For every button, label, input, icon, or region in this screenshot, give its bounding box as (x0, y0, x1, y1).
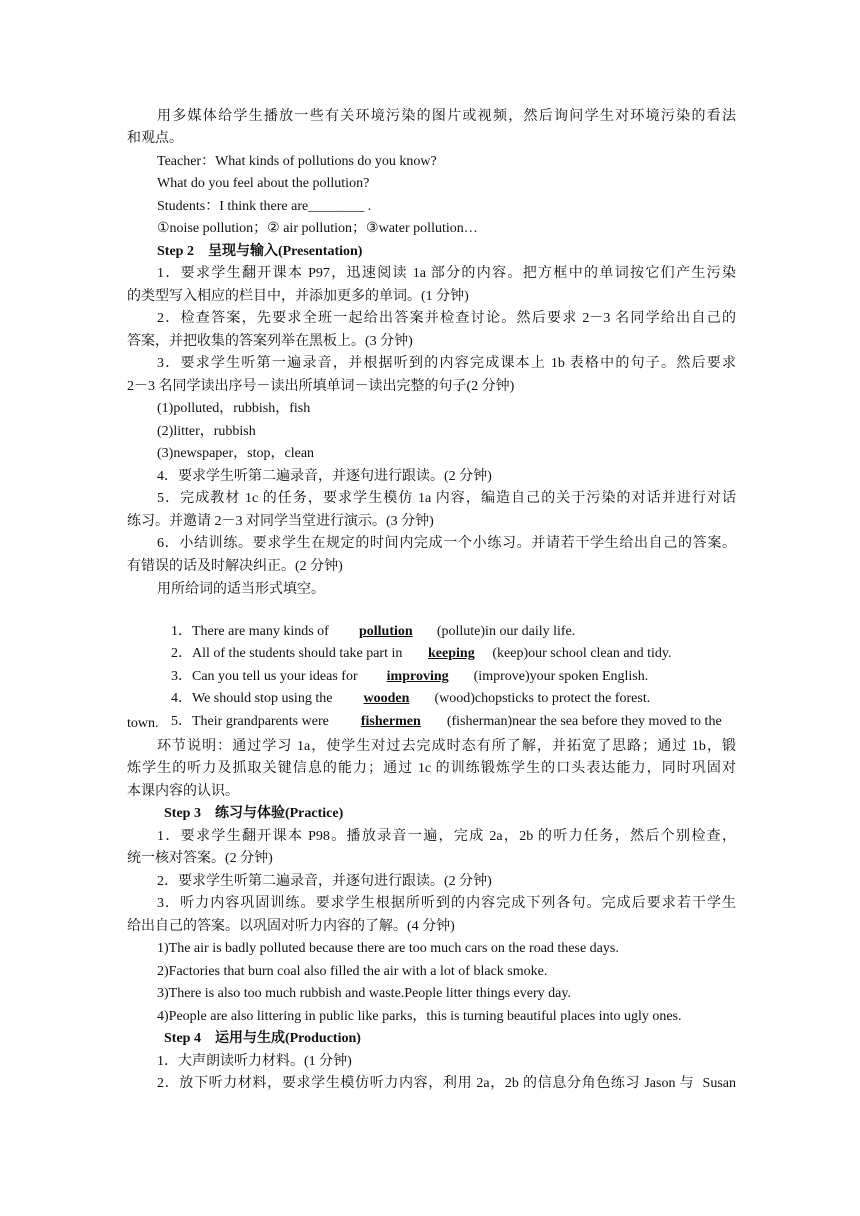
text-line: Students：I think there are________ . (157, 199, 372, 214)
text-line: 统一核对答案。(2 分钟) (127, 851, 273, 866)
text-line: 4．要求学生听第二遍录音，并逐句进行跟读。(2 分钟) (157, 469, 492, 484)
exercise-answer: improving (386, 669, 449, 684)
exercise-text: 4．We should stop using the (171, 691, 333, 706)
exercise-answer: pollution (358, 624, 413, 639)
text-line: 用多媒体给学生播放一些有关环境污染的图片或视频，然后询问学生对环境污染的看法 (157, 109, 736, 124)
exercise-text: (wood)chopsticks to protect the forest. (434, 691, 651, 706)
text-line: 2．放下听力材料，要求学生模仿听力内容，利用 2a，2b 的信息分角色练习 Jason 与 Susan (157, 1076, 736, 1091)
text-line: 1)The air is badly polluted because there are too much cars on the road these days. (157, 941, 619, 956)
text-line: 6．小结训练。要求学生在规定的时间内完成一个小练习。并请若干学生给出自己的答案。 (157, 536, 736, 551)
exercise-text: 5．Their grandparents were (171, 714, 329, 729)
exercise-text: (keep)our school clean and tidy. (492, 646, 672, 661)
text-line: 3．要求学生听第一遍录音，并根据听到的内容完成课本上 1b 表格中的句子。然后要求 (157, 356, 736, 371)
exercise-text: 3．Can you tell us your ideas for (171, 669, 358, 684)
text-line: 5．完成教材 1c 的任务，要求学生模仿 1a 内容，编造自己的关于污染的对话并进行对话 (157, 491, 736, 506)
text-line: 有错误的话及时解决纠正。(2 分钟) (127, 559, 343, 574)
text-line: What do you feel about the pollution? (157, 176, 370, 191)
text-line: ①noise pollution；② air pollution；③water pollution… (157, 221, 478, 236)
text-line: 练习。并邀请 2－3 对同学当堂进行演示。(3 分钟) (127, 514, 434, 529)
text-line: town. (127, 716, 159, 731)
text-line: 2)Factories that burn coal also filled the air with a lot of black smoke. (157, 964, 548, 979)
text-line: 和观点。 (127, 131, 183, 146)
text-line: 环节说明：通过学习 1a，使学生对过去完成时态有所了解，并拓宽了思路；通过 1b，锻 (157, 739, 736, 754)
text-line: (2)litter，rubbish (157, 424, 256, 439)
text-line: 本课内容的认识。 (127, 784, 239, 799)
text-line: 1．要求学生翻开课本 P98。播放录音一遍，完成 2a，2b 的听力任务，然后个别检查， (157, 829, 736, 844)
exercise-answer: fishermen (360, 714, 421, 729)
text-line: (3)newspaper，stop，clean (157, 446, 315, 461)
text-line: 1．要求学生翻开课本 P97，迅速阅读 1a 部分的内容。把方框中的单词按它们产生污染 (157, 266, 736, 281)
exercise-text: (pollute)in our daily life. (436, 624, 576, 639)
text-line: 给出自己的答案。以巩固对听力内容的了解。(4 分钟) (127, 919, 455, 934)
exercise-text: 1．There are many kinds of (171, 624, 329, 639)
step-heading: Step 4 运用与生成(Production) (164, 1031, 361, 1046)
text-line: 2．检查答案，先要求全班一起给出答案并检查讨论。然后要求 2－3 名同学给出自己的 (157, 311, 736, 326)
text-line: 的类型写入相应的栏目中，并添加更多的单词。(1 分钟) (127, 289, 469, 304)
text-line: 用所给词的适当形式填空。 (157, 582, 325, 597)
text-line: Teacher：What kinds of pollutions do you know? (157, 154, 437, 169)
text-line: 4)People are also littering in public like parks，this is turning beautiful places into ugly ones. (157, 1009, 682, 1024)
exercise-answer: keeping (428, 646, 475, 661)
text-line: (1)polluted，rubbish，fish (157, 401, 311, 416)
text-line: 3)There is also too much rubbish and waste.People litter things every day. (157, 986, 571, 1001)
text-line: 2－3 名同学读出序号－读出所填单词－读出完整的句子(2 分钟) (127, 379, 515, 394)
step-heading: Step 3 练习与体验(Practice) (164, 806, 344, 821)
text-line: 炼学生的听力及抓取关键信息的能力；通过 1c 的训练锻炼学生的口头表达能力，同时巩固对 (127, 761, 736, 776)
text-line: 答案，并把收集的答案列举在黑板上。(3 分钟) (127, 334, 413, 349)
step-heading: Step 2 呈现与输入(Presentation) (157, 244, 363, 259)
text-line: 2．要求学生听第二遍录音，并逐句进行跟读。(2 分钟) (157, 874, 492, 889)
exercise-text: 2．All of the students should take part in (171, 646, 403, 661)
text-line: 1．大声朗读听力材料。(1 分钟) (157, 1054, 352, 1069)
exercise-text: (improve)your spoken English. (473, 669, 649, 684)
exercise-answer: wooden (363, 691, 410, 706)
exercise-text: (fisherman)near the sea before they moved to the (446, 714, 722, 729)
text-line: 3．听力内容巩固训练。要求学生根据所听到的内容完成下列各句。完成后要求若干学生 (157, 896, 736, 911)
